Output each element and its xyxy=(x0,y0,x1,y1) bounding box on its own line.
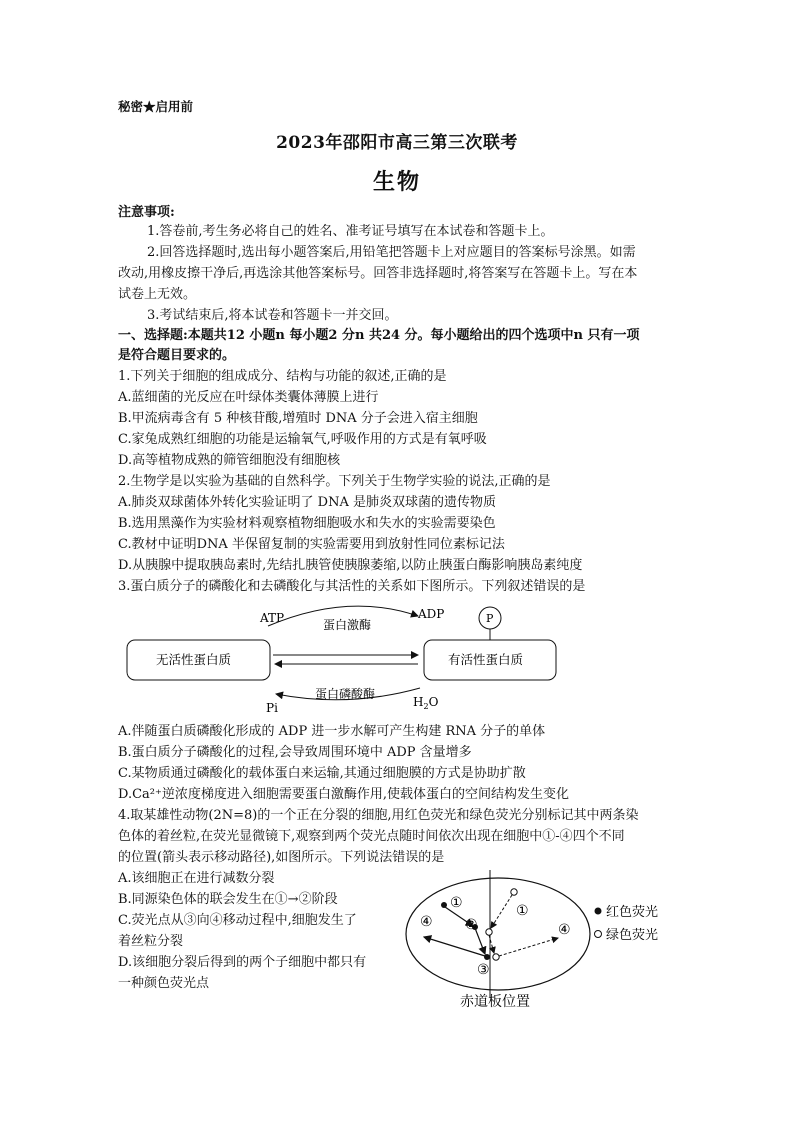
q4-option-d-line-1: D.该细胞分裂后得到的两个子细胞中都只有 xyxy=(118,955,367,970)
q2-option-c: C.教材中证明DNA 半保留复制的实验需要用到放射性同位素标记法 xyxy=(118,537,505,552)
subject-title: 生物 xyxy=(372,169,421,195)
notice-item-2-line-3: 试卷上无效。 xyxy=(118,287,197,302)
section-1-heading-line-2: 是符合题目要求的。 xyxy=(118,348,236,363)
q2-option-a: A.肺炎双球菌体外转化实验证明了 DNA 是肺炎双球菌的遗传物质 xyxy=(118,495,496,510)
confidential-mark: 秘密★启用前 xyxy=(118,99,194,114)
q3-option-a: A.伴随蛋白质磷酸化形成的 ADP 进一步水解可产生构建 RNA 分子的单体 xyxy=(118,724,546,739)
q3-option-d: D.Ca²⁺逆浓度梯度进入细胞需要蛋白激酶作用,使载体蛋白的空间结构发生变化 xyxy=(118,787,569,802)
q3-option-b: B.蛋白质分子磷酸化的过程,会导致周围环境中 ADP 含量增多 xyxy=(118,745,472,760)
q2-option-d: D.从胰腺中提取胰岛素时,先结扎胰管使胰腺萎缩,以防止胰蛋白酶影响胰岛素纯度 xyxy=(118,558,583,573)
position-4-red: ④ xyxy=(420,913,433,929)
q2-option-b: B.选用黑藻作为实验材料观察植物细胞吸水和失水的实验需要染色 xyxy=(118,516,496,531)
position-1-green: ① xyxy=(516,902,529,918)
q4-option-d-line-2: 一种颜色荧光点 xyxy=(118,976,210,991)
q1-option-b: B.甲流病毒含有 5 种核苷酸,增殖时 DNA 分子会进入宿主细胞 xyxy=(118,411,478,426)
inactive-protein-label: 无活性蛋白质 xyxy=(156,652,232,667)
position-4-green: ④ xyxy=(558,921,571,937)
active-protein-label: 有活性蛋白质 xyxy=(448,652,524,667)
exam-title: 2023年邵阳市高三第三次联考 xyxy=(276,133,518,153)
q3-option-c: C.某物质通过磷酸化的载体蛋白来运输,其通过细胞膜的方式是协助扩散 xyxy=(118,766,526,781)
legend-red-marker xyxy=(595,908,602,915)
notice-item-3: 3.考试结束后,将本试卷和答题卡一并交回。 xyxy=(147,308,398,323)
q1-stem: 1.下列关于细胞的组成成分、结构与功能的叙述,正确的是 xyxy=(118,369,447,384)
notice-item-2-line-2: 改动,用橡皮擦干净后,再选涂其他答案标号。回答非选择题时,将答案写在答题卡上。写在本 xyxy=(118,266,638,281)
q4-option-c-line-1: C.荧光点从③向④移动过程中,细胞发生了 xyxy=(118,913,357,928)
q2-stem: 2.生物学是以实验为基础的自然科学。下列关于生物学实验的说法,正确的是 xyxy=(118,474,551,489)
green-dot-1 xyxy=(511,889,517,895)
notice-item-2-line-1: 2.回答选择题时,选出每小题答案后,用铅笔把答题卡上对应题目的答案标号涂黑。如需 xyxy=(147,245,636,260)
legend-green-label: 绿色荧光 xyxy=(606,928,659,943)
position-3: ③ xyxy=(477,961,490,977)
equatorial-plate-label: 赤道板位置 xyxy=(460,994,530,1010)
q1-option-a: A.蓝细菌的光反应在叶绿体类囊体薄膜上进行 xyxy=(118,390,379,405)
position-2: ② xyxy=(465,916,478,932)
q4-stem-line-3: 的位置(箭头表示移动路径),如图所示。下列说法错误的是 xyxy=(118,850,445,865)
cell-division-diagram xyxy=(398,862,710,1010)
q4-option-a: A.该细胞正在进行减数分裂 xyxy=(118,871,275,886)
q1-option-c: C.家兔成熟红细胞的功能是运输氧气,呼吸作用的方式是有氧呼吸 xyxy=(118,432,487,447)
phosphorylation-diagram xyxy=(118,598,598,720)
green-dot-3 xyxy=(493,954,499,960)
water-label: $H_2O$ xyxy=(413,695,439,711)
adp-label: ADP xyxy=(418,607,445,621)
legend-red-label: 红色荧光 xyxy=(606,905,659,920)
q4-option-c-line-2: 着丝粒分裂 xyxy=(118,934,184,949)
pi-label: Pi xyxy=(266,701,278,715)
section-1-heading-line-1: 一、选择题:本题共12 小题n 每小题2 分n 共24 分。每小题给出的四个选项中n 只有一项 xyxy=(118,328,640,343)
notice-heading: 注意事项: xyxy=(118,205,175,220)
phosphate-label: P xyxy=(486,612,494,625)
green-dot-2 xyxy=(486,929,492,935)
q4-stem-line-1: 4.取某雄性动物(2N=8)的一个正在分裂的细胞,用红色荧光和绿色荧光分别标记其中两条染 xyxy=(118,808,639,823)
kinase-label: 蛋白激酶 xyxy=(323,618,372,632)
legend-green-marker xyxy=(595,931,602,938)
red-dot-3 xyxy=(484,954,490,960)
q4-option-b: B.同源染色体的联会发生在①→②阶段 xyxy=(118,892,338,907)
position-1-red: ① xyxy=(450,894,463,910)
phosphatase-label: 蛋白磷酸酶 xyxy=(315,687,376,701)
notice-item-1: 1.答卷前,考生务必将自己的姓名、准考证号填写在本试卷和答题卡上。 xyxy=(147,224,554,239)
q4-stem-line-2: 色体的着丝粒,在荧光显微镜下,观察到两个荧光点随时间依次出现在细胞中①-④四个不同 xyxy=(118,829,625,844)
q3-stem: 3.蛋白质分子的磷酸化和去磷酸化与其活性的关系如下图所示。下列叙述错误的是 xyxy=(118,579,586,594)
q1-option-d: D.高等植物成熟的筛管细胞没有细胞核 xyxy=(118,453,341,468)
atp-label: ATP xyxy=(260,611,285,625)
